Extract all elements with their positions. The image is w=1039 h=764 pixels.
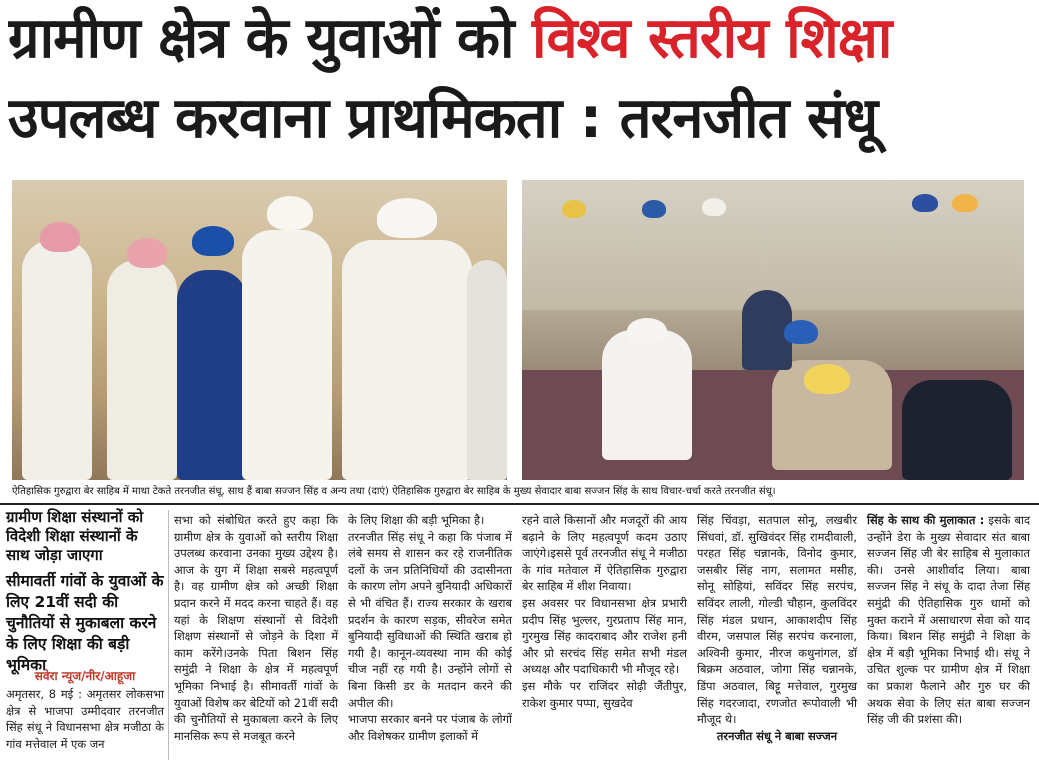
- sidebar-subheads: [6, 508, 164, 676]
- headline-line-2: उपलब्ध करवाना प्राथमिकता : तरनजीत संधू: [8, 86, 878, 151]
- column-subheading: तरनजीत संधू ने बाबा सज्जन: [716, 728, 838, 743]
- divider: [0, 503, 1039, 505]
- article-paragraph: इस मौके पर राजिंदर सोढ़ी जैंतीपुर, राकेश कुमार पप्पा, सुखदेव: [522, 678, 687, 710]
- article-column-3: [348, 512, 512, 744]
- article-paragraph: अमृतसर, 8 मई : अमृतसर लोकसभा क्षेत्र से भाजपा उम्मीदवार तरनजीत सिंह संधू ने विधानसभा क्षेत्र मजीठा के गांव मत्तेवाल में एक जन: [6, 687, 164, 751]
- article-column-5: [697, 512, 857, 744]
- article-paragraph: सभा को संबोधित करते हुए कहा कि ग्रामीण क्षेत्र के युवाओं को स्तरीय शिक्षा उपलब्ध करवाना उनका मुख्य उद्देश्य है। आज के युग में शिक्षा सबसे महत्वपूर्ण है। वह ग्रामीण क्षेत्र को अच्छी शिक्षा प्रदान करने में मदद करना चाहते हैं। वह यहां के शिक्षण संस्थानों से विदेशी शिक्षण संस्थानों से जोड़ने के दिशा में काम करेंगे।उनके पिता बिशन सिंह समुंद्री ने शिक्षा के क्षेत्र में महत्वपूर्ण भूमिका निभाई है। सीमावर्ती गांवों के युवाओं विशेष कर बेटियों को 21वीं सदी की चुनौतियों से मुकाबला करने के लिए मानसिक रूप से मजबूत करने: [174, 513, 338, 743]
- photo-discussion-with-baba: [522, 180, 1024, 480]
- paragraph-lead: सिंह के साथ की मुलाकात :: [867, 513, 985, 527]
- subheading-1: ग्रामीण शिक्षा संस्थानों को विदेशी शिक्षा संस्थानों के साथ जोड़ा जाएगा: [6, 508, 144, 564]
- headline-line-1-red: विश्व स्तरीय शिक्षा: [531, 6, 892, 71]
- article-paragraph: इसके बाद उन्होंने डेरा के मुख्य सेवादार संत बाबा सज्जन सिंह जी बेर साहिब से मुलाकात की। उनसे आशीर्वाद लिया। बाबा सज्जन सिंह ने संधू के दादा तेजा सिंह समुंद्री की ऐतिहासिक गुरु धामों को मुक्त कराने में असाधारण सेवा को याद किया। बिशन सिंह समुंद्री ने शिक्षा के क्षेत्र में बड़ी भूमिका निभाई थी। संधू ने उचित शुल्क पर ग्रामीण क्षेत्र में शिक्षा का प्रकाश फैलाने और गुरु घर की अथक सेवा के लिए संत बाबा सज्जन सिंह जी की प्रशंसा की।: [867, 513, 1030, 727]
- headline-line-1-black: ग्रामीण क्षेत्र के युवाओं को: [8, 6, 532, 71]
- column-divider: [168, 510, 169, 760]
- article-paragraph: तरनजीत सिंह संधू ने कहा कि पंजाब में लंबे समय से शासन कर रहे राजनीतिक दलों के जन प्रतिनिधियों की उदासीनता के कारण लोग अपने बुनियादी अधिकारों से भी वंचित हैं। राज्य सरकार के खराब प्रदर्शन के कारण सड़क, सीवरेज समेत बुनियादी सुविधाओं की स्थिति खराब हो गयी है। कानून-व्यवस्था नाम की कोई चीज नहीं रह गयी है। उन्होंने लोगों से बिना किसी डर के मतदान करने की अपील की।: [348, 529, 512, 710]
- photo-caption: ऐतिहासिक गुरुद्वारा बेर साहिब में माथा टेकते तरनजीत संधू, साथ हैं बाबा सज्जन सिंह व अन्य तथा (दाएं) ऐतिहासिक गुरुद्वारा बेर साहिब के मुख्य सेवादार बाबा सज्जन सिंह के साथ विचार-चर्चा करते तरनजीत संधू।: [12, 486, 776, 497]
- headline-line-1: [8, 2, 1039, 76]
- article-column-2: [174, 512, 338, 744]
- article-paragraph: सिंह चिंवड़ा, सतपाल सोनू, लखबीर सिंधवां, डॉ. सुखिवंदर सिंह रामदीवाली, परहत सिंह चन्नानके, विनोद कुमार, जसबीर सिंह नाग, सलामत मसीह, सोनू सोहियां, सविंदर सिंह सरपंच, सविंदर लाली, गोल्डी चौहान, कुलविंदर सिंह मंडल प्रधान, आकाशदीप सिंह वीरम, जसपाल सिंह सरपंच करनाला, अश्विनी कुमार, नीरज कथुनांगल, डॉ बिक्रम अठवाल, जोगा सिंह चन्नानके, डिंपा अठवाल, बिट्टू मत्तेवाल, गुरमुख सिंह गदरजादा, रणजोत रूपोवाली भी मौजूद थे।: [697, 513, 857, 727]
- article-paragraph: इस अवसर पर विधानसभा क्षेत्र प्रभारी प्रदीप सिंह भुल्लर, गुरप्रताप सिंह मान, गुरमुख सिंह कादराबाद और राजेश हनी और प्रो सरचंद सिंह समेत सभी मंडल अध्यक्ष और पदाधिकारी भी मौजूद रहे।: [522, 595, 687, 677]
- article-paragraph: रहने वाले किसानों और मजदूरों की आय बढ़ाने के लिए महत्वपूर्ण कदम उठाए जाएंगे।इससे पूर्व तरनजीत संधू ने मजीठा के गांव मतेवाल में ऐतिहासिक गुरुद्वारा बेर साहिब में शीश निवाया।: [522, 513, 687, 594]
- photo-gurudwara-prayer: [12, 180, 507, 480]
- article-column-1: [6, 686, 164, 752]
- article-paragraph: के लिए शिक्षा की बड़ी भूमिका है।: [348, 513, 485, 527]
- article-column-6: [867, 512, 1030, 728]
- byline: सवेरा न्यूज/नीर/आहूजा: [34, 669, 136, 683]
- article-paragraph: भाजपा सरकार बनने पर पंजाब के लोगों और विशेषकर ग्रामीण इलाकों में: [348, 712, 512, 743]
- subheading-2: सीमावर्ती गांवों के युवाओं के लिए 21वीं सदी की चुनौतियों से मुकाबला करने के लिए शिक्षा की बड़ी भूमिका: [6, 572, 164, 674]
- article-column-4: [522, 512, 687, 711]
